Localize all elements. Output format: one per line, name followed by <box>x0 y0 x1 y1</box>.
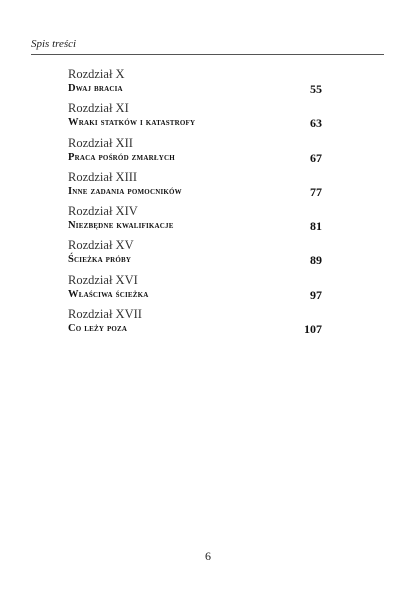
chapter-label: Rozdział XVI <box>68 272 138 287</box>
chapter-title: Inne zadania pomocników <box>68 185 182 197</box>
toc-entry-chapter-12[interactable] <box>68 133 322 167</box>
toc-entry-chapter-16[interactable] <box>68 270 322 304</box>
toc-entry-chapter-13[interactable] <box>68 167 322 201</box>
chapter-page-number: 107 <box>304 322 322 337</box>
chapter-title: Wraki statków i katastrofy <box>68 117 196 129</box>
toc-entry-chapter-11[interactable] <box>68 98 322 132</box>
running-header: Spis treści <box>31 38 77 50</box>
toc-entry-chapter-10[interactable] <box>68 64 322 98</box>
chapter-title: Co leży poza <box>68 323 128 335</box>
toc-entry-chapter-17[interactable] <box>68 304 322 338</box>
chapter-page-number: 63 <box>310 116 322 131</box>
chapter-label: Rozdział XIV <box>68 204 138 219</box>
page-number: 6 <box>205 549 211 563</box>
chapter-label: Rozdział XV <box>68 238 134 253</box>
chapter-page-number: 67 <box>310 150 322 165</box>
chapter-label: Rozdział XIII <box>68 169 138 184</box>
chapter-page-number: 89 <box>310 253 322 268</box>
chapter-page-number: 55 <box>310 82 322 96</box>
header-rule <box>31 54 384 55</box>
chapter-page-number: 77 <box>310 184 322 199</box>
chapter-title: Właściwa ścieżka <box>68 288 149 300</box>
chapter-title: Praca pośród zmarłych <box>68 151 175 163</box>
chapter-label: Rozdział X <box>68 67 125 81</box>
chapter-label: Rozdział XI <box>68 101 129 116</box>
chapter-page-number: 81 <box>310 219 322 234</box>
chapter-label: Rozdział XVII <box>68 307 142 322</box>
chapter-title: Ścieżka próby <box>68 254 132 266</box>
toc-entry-chapter-15[interactable] <box>68 235 322 269</box>
toc-entry-chapter-14[interactable] <box>68 201 322 235</box>
table-of-contents <box>68 64 322 338</box>
chapter-label: Rozdział XII <box>68 135 133 150</box>
chapter-page-number: 97 <box>310 287 322 302</box>
chapter-title: Niezbędne kwalifikacje <box>68 220 174 232</box>
chapter-title: Dwaj bracia <box>68 83 123 94</box>
